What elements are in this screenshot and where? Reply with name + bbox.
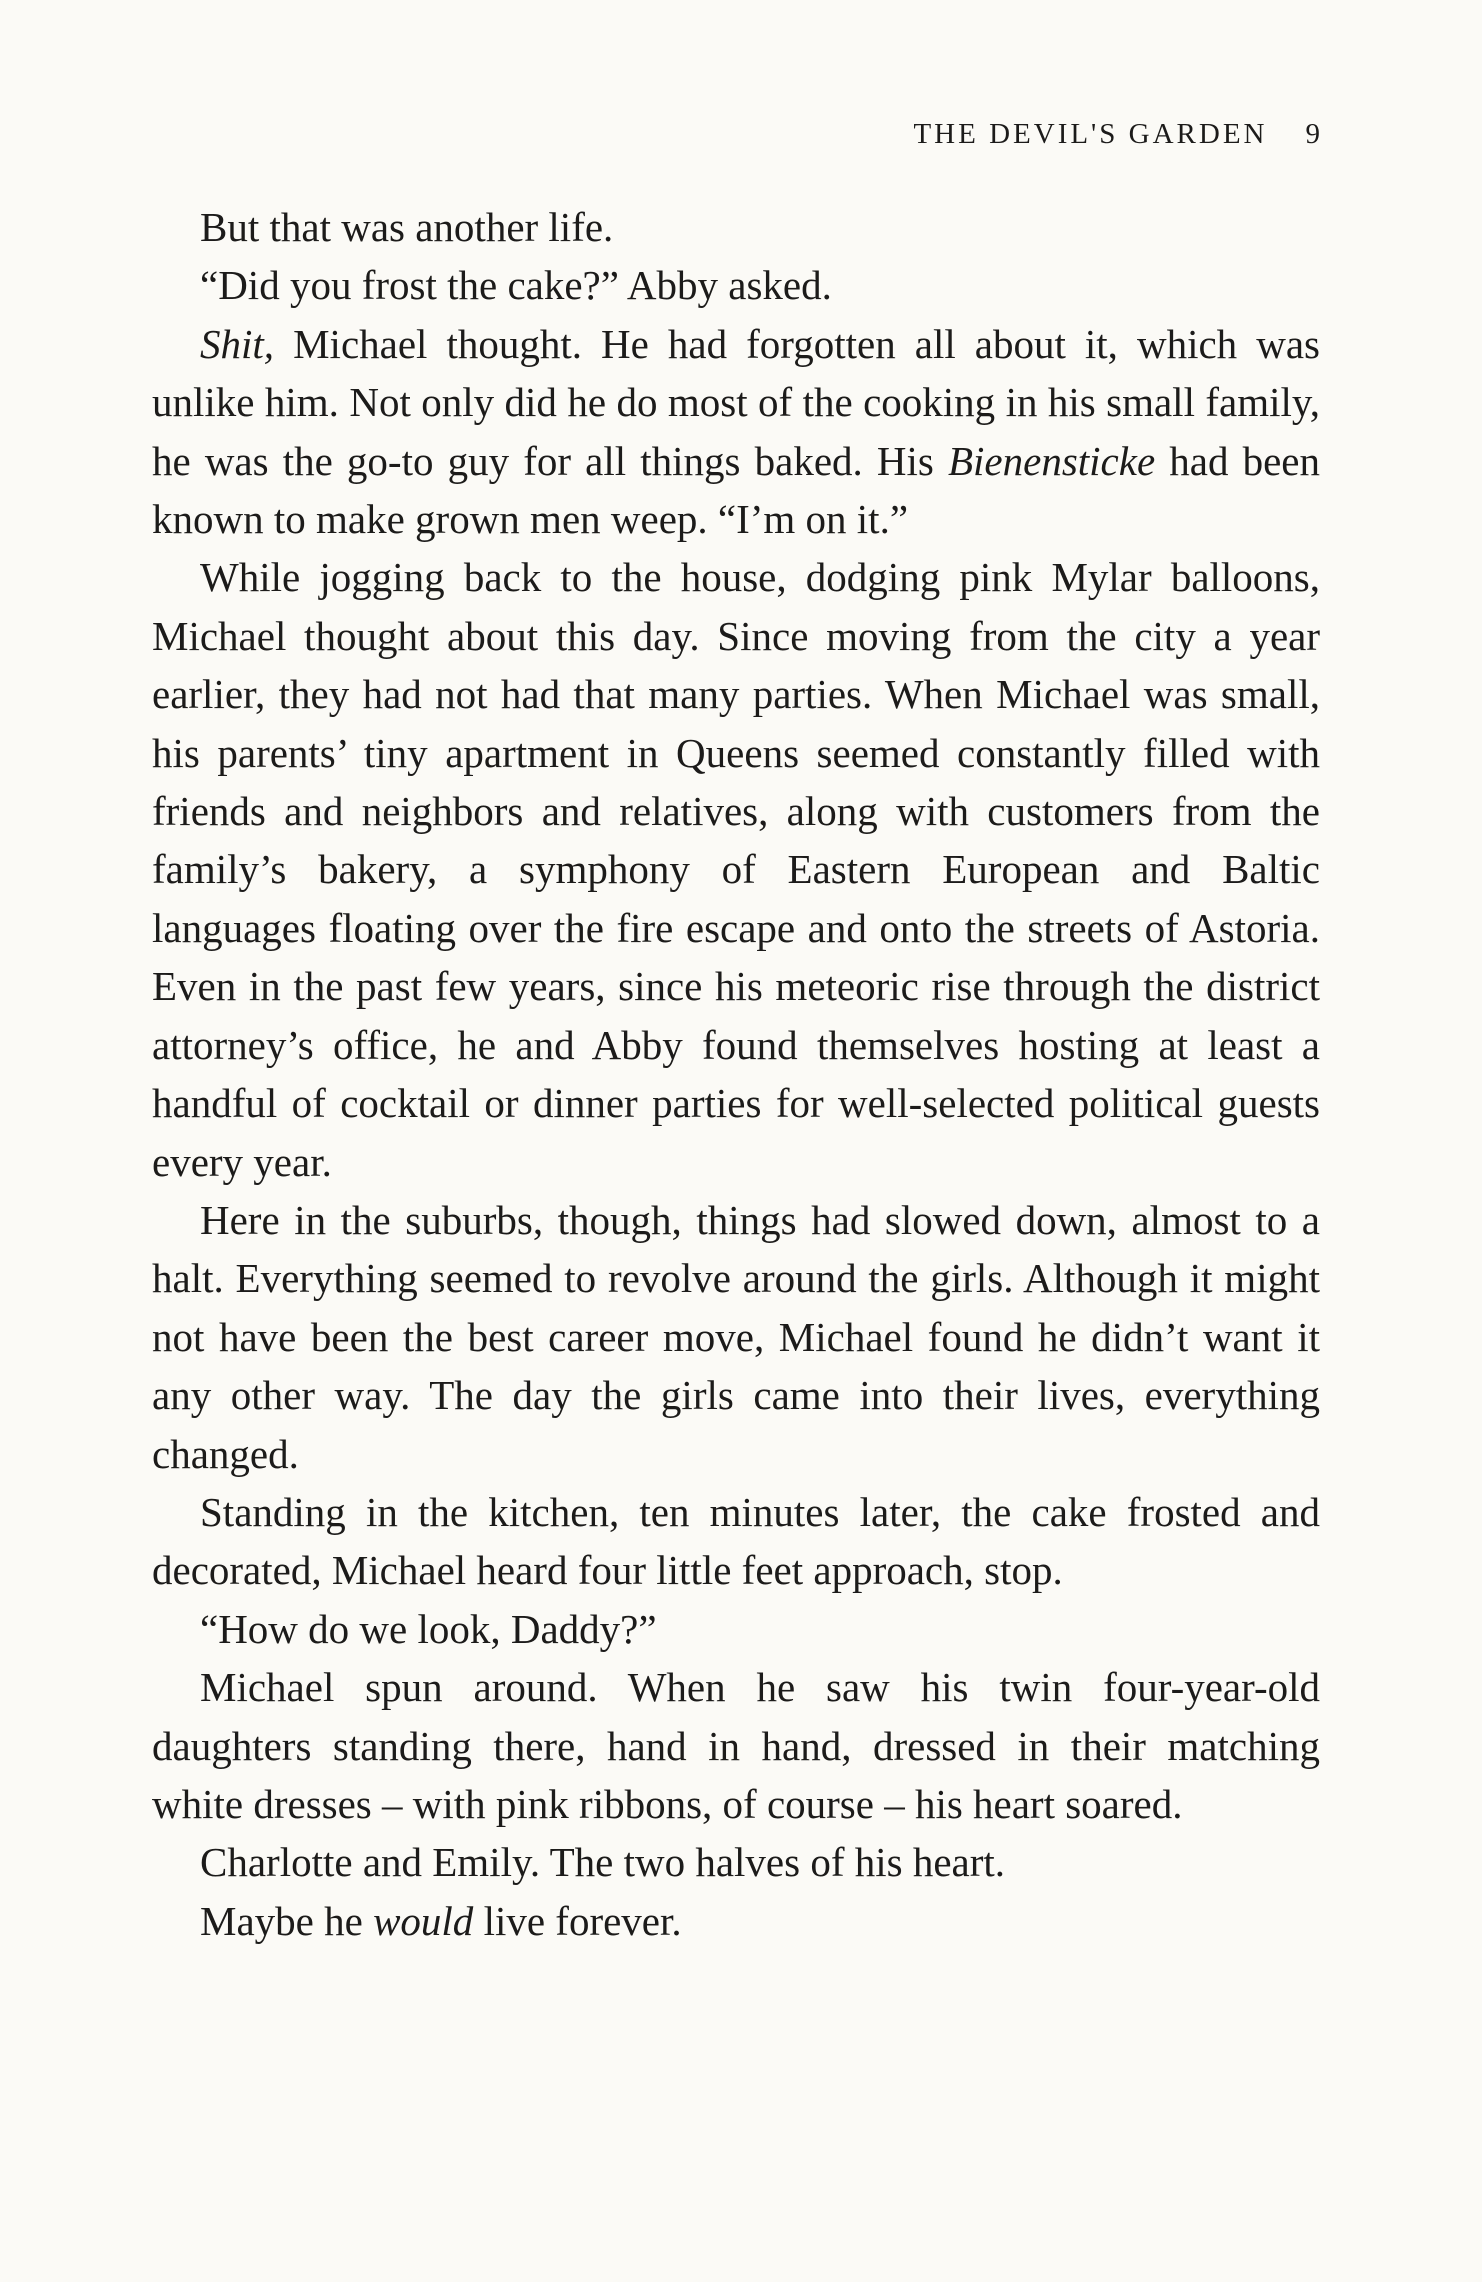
paragraph: Here in the suburbs, though, things had slowed down, almost to a halt. Everything seemed to revolve around the girls. Although it might not have been the best career move, Michael found he didn’t want it any other way. The day the girls came into their lives, everything changed. bbox=[152, 1196, 1320, 1477]
italic-word: would bbox=[373, 1897, 474, 1944]
paragraph-text: Maybe he bbox=[200, 1897, 374, 1944]
running-head bbox=[0, 118, 1320, 151]
paragraph-text: Michael thought. He had forgotten all about it, which was unlike him. Not only did he do most of the cooking in his small family, he was the go-to guy for all things baked. His bbox=[152, 320, 1320, 484]
paragraph: But that was another life. bbox=[200, 204, 614, 250]
italic-word: Shit, bbox=[200, 320, 275, 367]
body-text bbox=[152, 198, 1320, 1950]
paragraph-text: live forever. bbox=[473, 1897, 682, 1944]
paragraph: “How do we look, Daddy?” bbox=[200, 1605, 657, 1652]
paragraph: “Did you frost the cake?” Abby asked. bbox=[200, 262, 832, 309]
paragraph bbox=[152, 315, 1320, 549]
running-title: THE DEVIL'S GARDEN bbox=[913, 118, 1268, 150]
paragraph: Michael spun around. When he saw his twin four-year-old daughters standing there, hand in hand, dressed in their matching white dresses – with pink ribbons, of course – his heart soared. bbox=[152, 1664, 1320, 1827]
italic-word: Bienensticke bbox=[947, 437, 1156, 484]
paragraph-text: had been known to make grown men weep. “I’m on it.” bbox=[152, 437, 1321, 543]
paragraph: While jogging back to the house, dodging pink Mylar balloons, Michael thought about this day. Since moving from the city a year earlier, they had not had that many parties. When Michael was small, his parents’ tiny apartment in Queens seemed constantly filled with friends and neighbors and relatives, along with customers from the family’s bakery, a symphony of Eastern European and Baltic languages floating over the fire escape and onto the streets of Astoria. Even in the past few years, since his meteoric rise through the district attorney’s office, he and Abby found themselves hosting at least a handful of cocktail or dinner parties for well-selected political guests every year. bbox=[152, 554, 1320, 1185]
paragraph bbox=[152, 1892, 1320, 1950]
page-number: 9 bbox=[1305, 118, 1320, 150]
paragraph: Charlotte and Emily. The two halves of his heart. bbox=[200, 1839, 1006, 1886]
paragraph: Standing in the kitchen, ten minutes later, the cake frosted and decorated, Michael heard four little feet approach, stop. bbox=[152, 1488, 1320, 1594]
